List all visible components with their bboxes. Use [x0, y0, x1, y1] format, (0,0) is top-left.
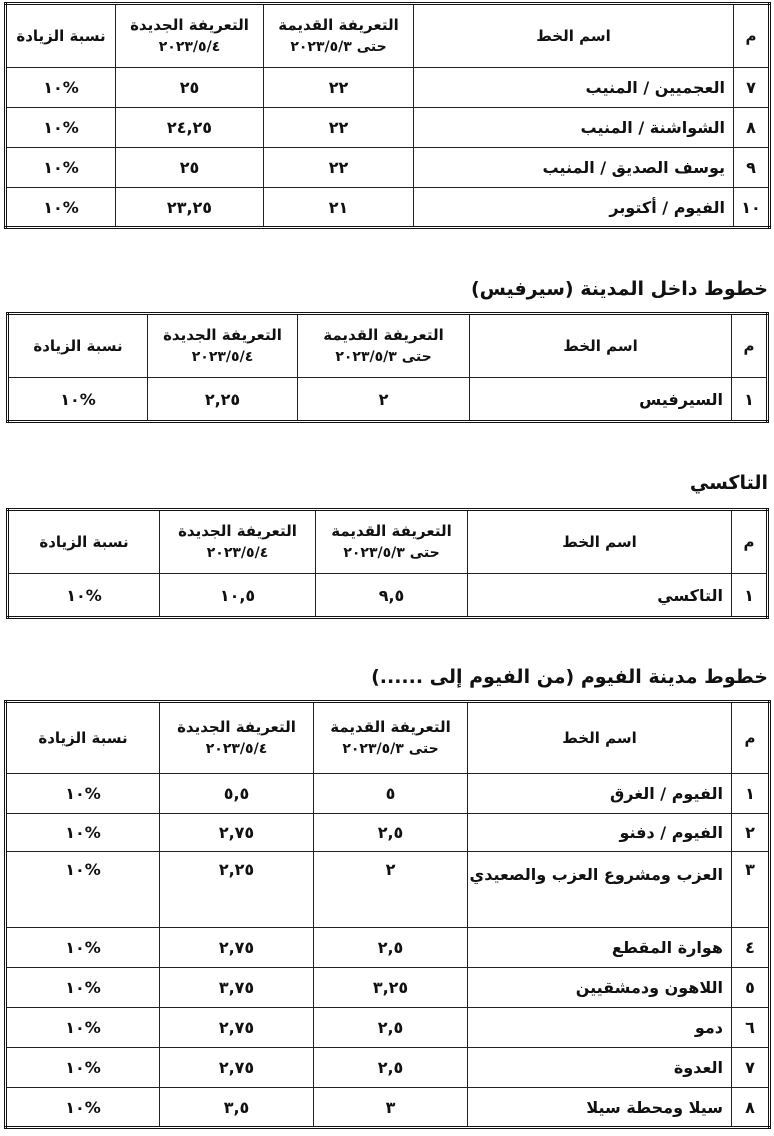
row-no: ٨: [732, 1088, 770, 1128]
row-no: ٢: [732, 814, 770, 852]
row-pct: %١٠: [6, 1088, 160, 1128]
row-no: ٨: [734, 108, 770, 148]
row-pct: %١٠: [6, 1008, 160, 1048]
row-name: التاكسي: [468, 574, 732, 618]
header-old: التعريفة القديمة حتى ٢٠٢٣/٥/٣: [316, 510, 468, 574]
row-new: ٢,٧٥: [160, 1048, 314, 1088]
row-new: ٢,٢٥: [148, 378, 298, 422]
row-new: ٢,٢٥: [160, 852, 314, 928]
row-old: ٣,٢٥: [314, 968, 468, 1008]
row-name: الشواشنة / المنيب: [414, 108, 734, 148]
row-pct: %١٠: [6, 928, 160, 968]
table-row: [6, 1088, 770, 1128]
header-old: التعريفة القديمة حتى ٢٠٢٣/٥/٣: [314, 702, 468, 774]
row-new: ٢,٧٥: [160, 1008, 314, 1048]
row-old: ٢٢: [264, 148, 414, 188]
row-pct: %١٠: [6, 108, 116, 148]
header-pct: نسبة الزيادة: [6, 702, 160, 774]
header-old: التعريفة القديمة حتى ٢٠٢٣/٥/٣: [264, 4, 414, 68]
row-no: ٧: [734, 68, 770, 108]
table-row: [6, 1048, 770, 1088]
row-old: ٩,٥: [316, 574, 468, 618]
section-title-taxi: التاكسي: [689, 472, 768, 494]
row-pct: %١٠: [6, 852, 160, 928]
row-pct: %١٠: [6, 814, 160, 852]
row-new: ٣,٥: [160, 1088, 314, 1128]
fare-table-taxi: [6, 508, 769, 619]
row-old: ٥: [314, 774, 468, 814]
row-no: ٦: [732, 1008, 770, 1048]
row-new: ١٠,٥: [160, 574, 316, 618]
header-name: اسم الخط: [468, 702, 732, 774]
fare-table-routes-1: [4, 2, 771, 229]
row-name: السيرفيس: [470, 378, 732, 422]
row-new: ٢,٧٥: [160, 928, 314, 968]
header-new: التعريفة الجديدة ٢٠٢٣/٥/٤: [160, 702, 314, 774]
row-pct: %١٠: [6, 148, 116, 188]
table-row: [6, 774, 770, 814]
table-header-row: [8, 314, 768, 378]
header-pct: نسبة الزيادة: [6, 4, 116, 68]
row-name: الفيوم / الغرق: [468, 774, 732, 814]
header-name: اسم الخط: [468, 510, 732, 574]
header-pct: نسبة الزيادة: [8, 510, 160, 574]
row-name: الفيوم / أكتوبر: [414, 188, 734, 228]
row-old: ٢,٥: [314, 1048, 468, 1088]
row-old: ٢,٥: [314, 928, 468, 968]
fare-table-fayoum-city: [4, 700, 771, 1129]
section-title-service: خطوط داخل المدينة (سيرفيس): [470, 278, 768, 300]
row-old: ٢٢: [264, 68, 414, 108]
table-row: [8, 574, 768, 618]
row-pct: %١٠: [6, 968, 160, 1008]
row-new: ٢٥: [116, 148, 264, 188]
header-new: التعريفة الجديدة ٢٠٢٣/٥/٤: [148, 314, 298, 378]
row-no: ٣: [732, 852, 770, 928]
fare-table-service: [6, 312, 769, 423]
row-new: ٢٥: [116, 68, 264, 108]
row-no: ٥: [732, 968, 770, 1008]
row-new: ٥,٥: [160, 774, 314, 814]
row-name: يوسف الصديق / المنيب: [414, 148, 734, 188]
table-header-row: [6, 702, 770, 774]
header-new: التعريفة الجديدة ٢٠٢٣/٥/٤: [116, 4, 264, 68]
row-pct: %١٠: [6, 188, 116, 228]
table-row: [6, 852, 770, 928]
header-no: م: [732, 702, 770, 774]
row-pct: %١٠: [8, 378, 148, 422]
table-row: [6, 1008, 770, 1048]
row-name: سيلا ومحطة سيلا: [468, 1088, 732, 1128]
table-row: [8, 378, 768, 422]
table-row: [6, 968, 770, 1008]
row-name: اللاهون ودمشقيين: [468, 968, 732, 1008]
row-no: ١: [732, 574, 768, 618]
row-old: ٢,٥: [314, 814, 468, 852]
row-pct: %١٠: [6, 68, 116, 108]
header-no: م: [732, 314, 768, 378]
header-pct: نسبة الزيادة: [8, 314, 148, 378]
row-new: ٢٣,٢٥: [116, 188, 264, 228]
row-name: العزب ومشروع العزب والصعيدي: [468, 852, 732, 928]
row-old: ٢١: [264, 188, 414, 228]
row-no: ١: [732, 774, 770, 814]
table-row: [6, 108, 770, 148]
table-row: [6, 928, 770, 968]
row-pct: %١٠: [6, 1048, 160, 1088]
row-no: ٤: [732, 928, 770, 968]
row-new: ٣,٧٥: [160, 968, 314, 1008]
row-no: ١: [732, 378, 768, 422]
table-row: [6, 814, 770, 852]
header-name: اسم الخط: [414, 4, 734, 68]
table-row: [6, 188, 770, 228]
header-name: اسم الخط: [470, 314, 732, 378]
table-row: [6, 68, 770, 108]
header-old: التعريفة القديمة حتى ٢٠٢٣/٥/٣: [298, 314, 470, 378]
row-old: ٢٢: [264, 108, 414, 148]
row-old: ٢: [298, 378, 470, 422]
row-old: ٢,٥: [314, 1008, 468, 1048]
row-name: الفيوم / دفنو: [468, 814, 732, 852]
table-header-row: [6, 4, 770, 68]
row-new: ٢,٧٥: [160, 814, 314, 852]
header-new: التعريفة الجديدة ٢٠٢٣/٥/٤: [160, 510, 316, 574]
row-pct: %١٠: [8, 574, 160, 618]
row-pct: %١٠: [6, 774, 160, 814]
section-title-fayoum-city: خطوط مدينة الفيوم (من الفيوم إلى ......): [371, 666, 768, 688]
row-name: العجميين / المنيب: [414, 68, 734, 108]
row-no: ٧: [732, 1048, 770, 1088]
row-name: هوارة المقطع: [468, 928, 732, 968]
row-name: العدوة: [468, 1048, 732, 1088]
row-name: دمو: [468, 1008, 732, 1048]
row-new: ٢٤,٢٥: [116, 108, 264, 148]
row-old: ٢: [314, 852, 468, 928]
table-row: [6, 148, 770, 188]
header-no: م: [734, 4, 770, 68]
header-no: م: [732, 510, 768, 574]
row-no: ١٠: [734, 188, 770, 228]
table-header-row: [8, 510, 768, 574]
row-no: ٩: [734, 148, 770, 188]
row-old: ٣: [314, 1088, 468, 1128]
